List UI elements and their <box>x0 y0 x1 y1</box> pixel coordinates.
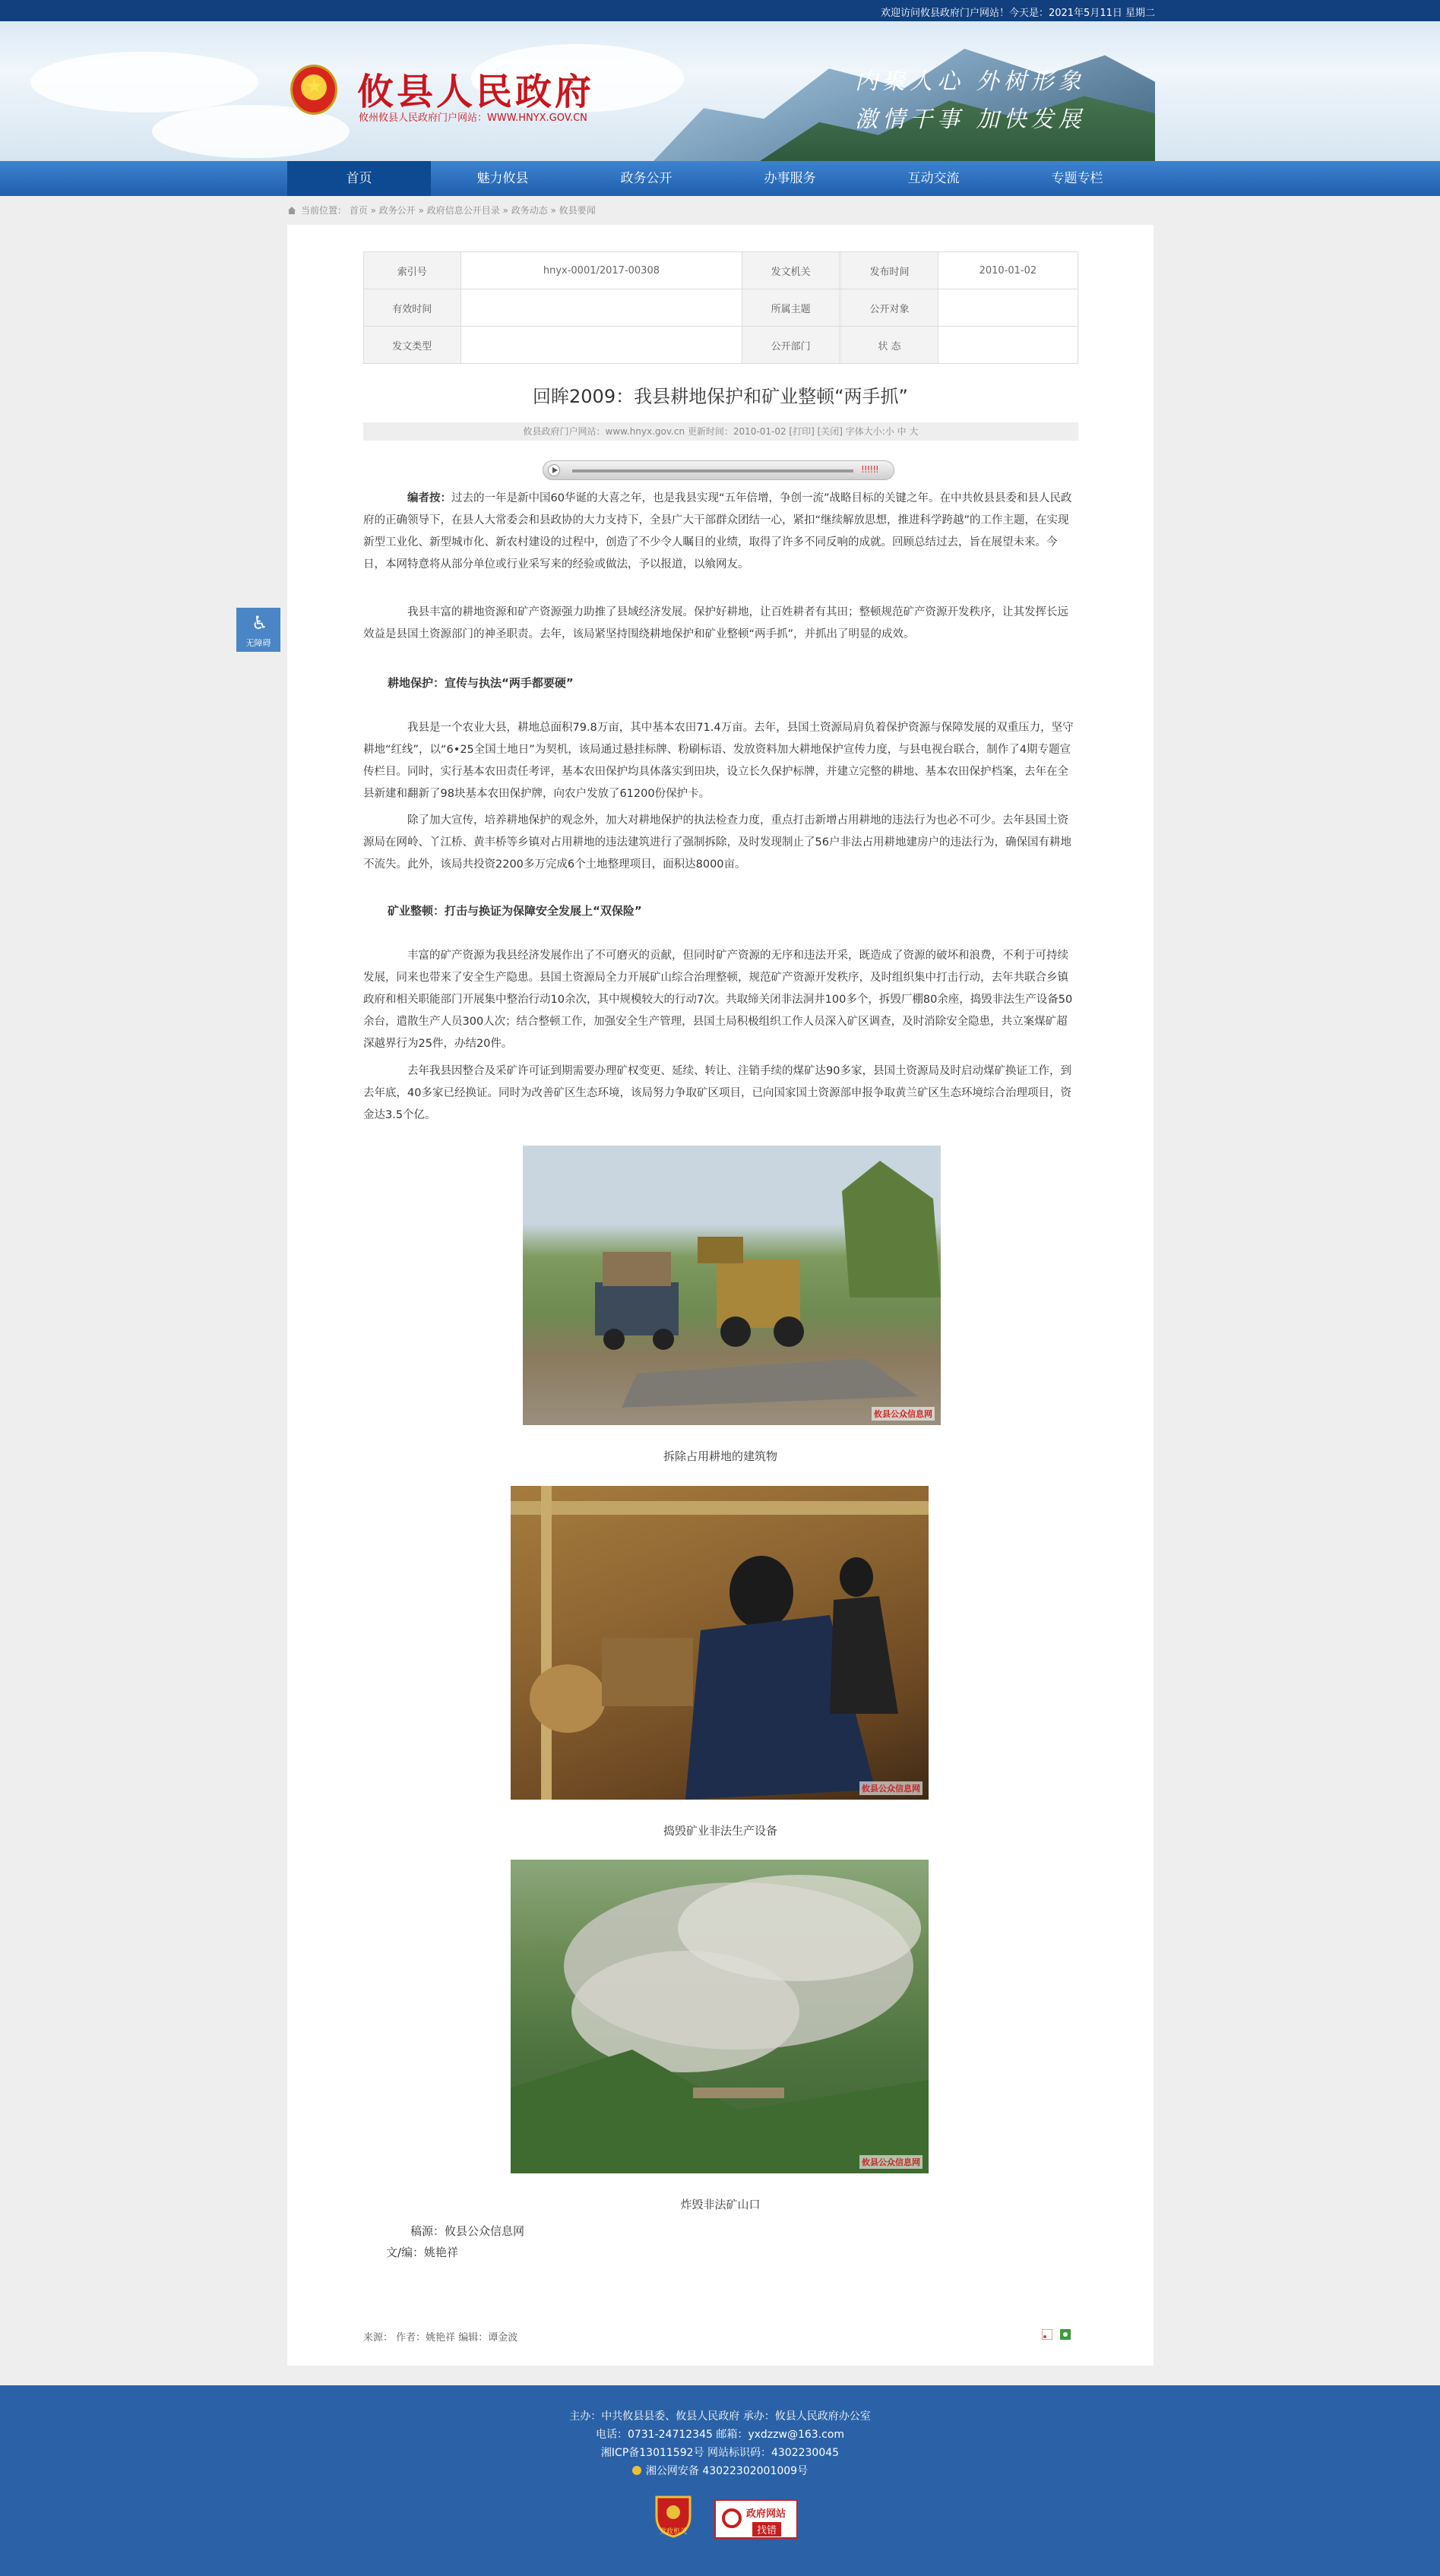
photo-watermark: 攸县公众信息网 <box>859 1781 923 1795</box>
meta-value: 2010-01-02 <box>938 252 1078 289</box>
paragraph <box>363 1060 1078 1127</box>
photo-watermark: 攸县公众信息网 <box>859 2155 923 2169</box>
audio-player[interactable] <box>543 460 894 480</box>
police-badge-icon <box>632 2466 641 2475</box>
document-meta-table <box>363 251 1078 364</box>
meta-label: 发文机关 <box>742 252 840 289</box>
main-nav <box>0 161 1440 196</box>
mine-tunnel-scene-illustration <box>511 1486 929 1800</box>
volume-indicator[interactable]: !!!!!! <box>861 464 878 475</box>
find-error-badge[interactable] <box>714 2499 798 2539</box>
article-title: 回眸2009：我县耕地保护和矿业整顿“两手抓” <box>533 386 908 407</box>
meta-value: hnyx-0001/2017-00308 <box>460 252 742 289</box>
paragraph-text: 过去的一年是新中国60华诞的大喜之年，也是我县实现“五年倍增，争创一流”战略目标的关键之年。在中共攸县县委和县人民政府的正确领导下，在县人大常委会和县政协的大力支持下，全县广大干部群众团结一心，紧扣“继续解放思想，推进科学跨越”的工作主题，在实现新型工业化、新型城市化、新农村建设的过程中，创造了不少令人瞩目的业绩，取得了许多不同反响的成就。回顾总结过去，旨在展望未来。今日，本网特意将从部分单位或行业采写来的经验或做法，予以报道，以飨网友。 <box>363 492 1072 571</box>
footer-police-text[interactable]: 湘公网安备 43022302001009号 <box>645 2465 809 2477</box>
meta-value <box>938 289 1078 327</box>
article-info-bar[interactable]: 攸县政府门户网站：www.hnyx.gov.cn 更新时间：2010-01-02 [打印] [关闭] 字体大小:小 中 大 <box>363 422 1078 441</box>
article-photo-mining-equipment <box>511 1486 929 1800</box>
nav-item-home[interactable]: 首页 <box>287 161 431 196</box>
paragraph <box>363 602 1078 646</box>
nav-item-interaction[interactable]: 互动交流 <box>907 171 960 186</box>
paragraph-text: 我县是一个农业大县，耕地总面积79.8万亩，其中基本农田71.4万亩。去年，县国土资源局肩负着保护资源与保障发展的双重压力，坚守耕地“红线”，以“6•25全国土地日”为契机，该局通过悬挂标牌、粉刷标语、发放资料加大耕地保护宣传力度，与县电视台联合，制作了4期专题宣传栏目。同时，实行基本农田责任考评，基本农田保护均具体落实到田块，设立长久保护标牌，并建立完整的耕地、基本农田保护档案，去年在全县新建和翻新了98块基本农田保护牌，向农户发放了61200份保护卡。 <box>363 722 1074 800</box>
author-line: 文/编：姚艳祥 <box>386 2246 459 2259</box>
slogan-line-1: 内聚人心 外树形象 <box>855 68 1086 95</box>
site-name[interactable]: 攸县人民政府 <box>357 71 595 113</box>
wheelchair-icon: ♿ <box>252 612 268 634</box>
meta-label: 索引号 <box>364 252 461 289</box>
footer-contact: 电话：0731-24712345 邮箱：yxdzzw@163.com <box>595 2429 845 2441</box>
source-line: 稿源：攸县公众信息网 <box>410 2224 525 2238</box>
article-container <box>287 225 1154 2366</box>
paragraph-text: 我县丰富的耕地资源和矿产资源强力助推了县域经济发展。保护好耕地，让百姓耕者有其田；整顿规范矿产资源开发秩序，让其发挥长远效益是县国土资源部门的神圣职责。去年，该局紧坚持围绕耕地保护和矿业整顿“两手抓”，并抓出了明显的成效。 <box>363 606 1068 640</box>
paragraph <box>363 810 1078 876</box>
photo-watermark: 攸县公众信息网 <box>872 1407 935 1421</box>
cloud-decoration <box>30 52 258 112</box>
meta-label: 状 态 <box>841 327 938 364</box>
find-error-label: 找错 <box>752 2522 781 2536</box>
nav-item-services[interactable]: 办事服务 <box>764 171 816 186</box>
meta-label: 公开部门 <box>742 327 840 364</box>
magnifier-icon <box>722 2508 742 2528</box>
photo-caption: 炸毁非法矿山口 <box>680 2198 761 2211</box>
home-icon <box>287 206 296 215</box>
top-bar <box>0 0 1440 21</box>
photo-caption: 拆除占用耕地的建筑物 <box>663 1449 777 1463</box>
footer-sponsor: 主办：中共攸县县委、攸县人民政府 承办：攸县人民政府办公室 <box>569 2410 871 2423</box>
paragraph-text: 去年我县因整合及采矿许可证到期需要办理矿权变更、延续、转让、注销手续的煤矿达90多家，县国土资源局及时启动煤矿换证工作，到去年底，40多家已经换证。同时为改善矿区生态环境，该局努力争取矿区项目，已向国家国土资源部申报争取黄兰矿区生态环境综合治理项目，资金达3.5个亿。 <box>363 1065 1071 1121</box>
editor-note-paragraph <box>363 488 1078 576</box>
nav-item-topics[interactable]: 专题专栏 <box>1051 171 1103 186</box>
site-url: 攸州攸县人民政府门户网站：WWW.HNYX.GOV.CN <box>359 112 587 124</box>
meta-label: 公开对象 <box>841 289 938 327</box>
paragraph <box>363 717 1078 805</box>
accessibility-button[interactable] <box>236 608 280 652</box>
nav-item-charm[interactable]: 魅力攸县 <box>476 171 529 186</box>
bulldozer-scene-illustration <box>523 1146 941 1425</box>
meta-label: 发文类型 <box>364 327 461 364</box>
party-gov-badge-text: 党政机关 <box>659 2528 687 2536</box>
rss-icon[interactable] <box>1042 2329 1052 2340</box>
section-heading: 耕地保护：宣传与执法“两手都要硬” <box>388 676 574 690</box>
article-photo-mine-blast <box>511 1860 929 2173</box>
find-error-title: 政府网站 <box>746 2508 786 2520</box>
photo-caption: 捣毁矿业非法生产设备 <box>663 1824 777 1838</box>
paragraph-text: 丰富的矿产资源为我县经济发展作出了不可磨灭的贡献，但同时矿产资源的无序和违法开采，既造成了资源的破坏和浪费，不利于可持续发展，同来也带来了安全生产隐患。县国土资源局全力开展矿山综合治理整顿，规范矿产资源开发秩序，及时组织集中打击行动，去年共联合乡镇政府和相关职能部门开展集中整治行动10余次，其中规模较大的行动7次。共取缔关闭非法洞井100多个，拆毁厂棚80余座，捣毁非法生产设备50余台，遣散生产人员300人次；结合整顿工作，加强安全生产管理，县国土局积极组织工作人员深入矿区调查，及时消除安全隐患，共立案煤矿超深越界行为25件，办结20件。 <box>363 950 1073 1050</box>
national-emblem-logo[interactable]: ★ <box>290 65 337 115</box>
editor-note-label: 编者按： <box>407 492 451 504</box>
share-icon[interactable] <box>1060 2329 1071 2340</box>
article-photo-demolition <box>523 1146 941 1425</box>
welcome-text: 欢迎访问攸县政府门户网站！今天是：2021年5月11日 星期二 <box>880 8 1155 19</box>
explosion-scene-illustration <box>511 1860 929 2173</box>
audio-progress-track[interactable] <box>572 469 853 473</box>
article-footer-meta: 来源： 作者：姚艳祥 编辑：谭金波 <box>363 2332 518 2344</box>
play-icon[interactable] <box>548 464 560 476</box>
party-gov-badge[interactable] <box>654 2494 693 2538</box>
nav-item-gov-affairs[interactable]: 政务公开 <box>620 171 673 186</box>
section-heading: 矿业整顿：打击与换证为保障安全发展上“双保险” <box>388 904 642 918</box>
paragraph <box>363 945 1078 1055</box>
breadcrumb-text[interactable]: 当前位置： 首页 » 政务公开 » 政府信息公开目录 » 政务动态 » 攸县要闻 <box>301 205 596 216</box>
meta-value <box>460 289 742 327</box>
paragraph-text: 除了加大宣传，培养耕地保护的观念外，加大对耕地保护的执法检查力度，重点打击新增占用耕地的违法行为也必不可少。去年县国土资源局在网岭、丫江桥、黄丰桥等乡镇对占用耕地的违法建筑进行了强制拆除，及时发现制止了56户非法占用耕地建房户的违法行为，确保国有耕地不流失。此外，该局共投资2200多万完成6个土地整理项目，面积达8000亩。 <box>363 814 1071 871</box>
meta-value <box>938 327 1078 364</box>
meta-label: 所属主题 <box>742 289 840 327</box>
site-footer <box>0 2385 1440 2576</box>
meta-label: 发布时间 <box>841 252 938 289</box>
slogan-line-2: 激情干事 加快发展 <box>855 106 1086 133</box>
footer-police-record[interactable] <box>0 2463 1440 2478</box>
meta-label: 有效时间 <box>364 289 461 327</box>
accessibility-label: 无障碍 <box>245 638 271 648</box>
meta-value <box>460 327 742 364</box>
breadcrumb <box>287 204 596 217</box>
header-banner <box>0 21 1440 161</box>
footer-icp[interactable]: 湘ICP备13011592号 网站标识码：4302230045 <box>600 2447 840 2459</box>
